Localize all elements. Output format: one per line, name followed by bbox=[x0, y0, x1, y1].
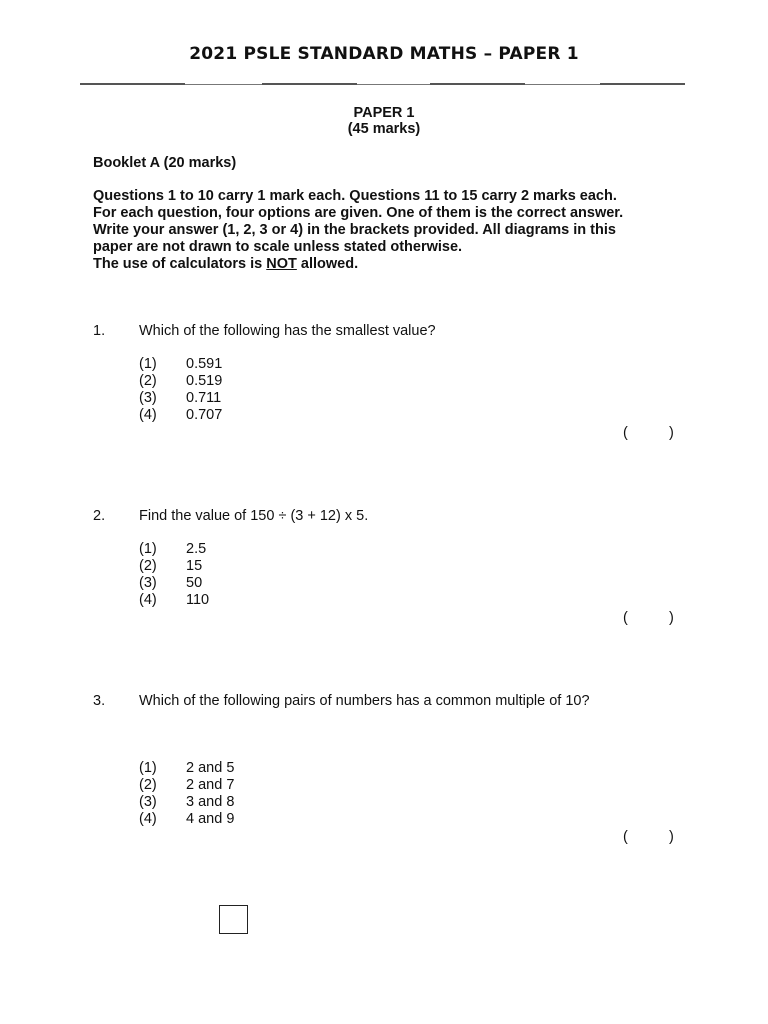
question-number: 1. bbox=[93, 323, 106, 339]
instructions-line: Write your answer (1, 2, 3 or 4) in the brackets provided. All diagrams in this bbox=[93, 222, 616, 238]
option-label: (2) bbox=[139, 777, 157, 793]
question-number: 3. bbox=[93, 693, 106, 709]
option-value: 0.519 bbox=[186, 373, 223, 389]
option-value: 2 and 7 bbox=[186, 777, 235, 793]
instructions-text: The use of calculators is bbox=[93, 256, 267, 272]
instructions-line: paper are not drawn to scale unless stated otherwise. bbox=[93, 239, 463, 255]
answer-bracket-open[interactable]: ( bbox=[623, 829, 628, 845]
option-value: 2 and 5 bbox=[186, 760, 235, 776]
header-divider-segment bbox=[430, 83, 525, 85]
option-label: (1) bbox=[139, 356, 157, 372]
instructions bbox=[93, 188, 693, 273]
booklet-label: Booklet A (20 marks) bbox=[93, 155, 237, 171]
answer-bracket-close[interactable]: ) bbox=[669, 610, 674, 626]
option-label: (2) bbox=[139, 373, 157, 389]
option-label: (4) bbox=[139, 592, 157, 608]
instructions-line: For each question, four options are given. One of them is the correct answer. bbox=[93, 205, 624, 221]
instructions-emphasis: NOT bbox=[266, 256, 297, 272]
option-label: (2) bbox=[139, 558, 157, 574]
header-divider-segment bbox=[262, 83, 357, 85]
option-label: (4) bbox=[139, 407, 157, 423]
question-text: Which of the following has the smallest value? bbox=[139, 323, 436, 339]
option-value: 3 and 8 bbox=[186, 794, 235, 810]
question-text: Which of the following pairs of numbers has a common multiple of 10? bbox=[139, 693, 590, 709]
option-label: (3) bbox=[139, 794, 157, 810]
option-value: 15 bbox=[186, 558, 203, 574]
option-value: 0.707 bbox=[186, 407, 223, 423]
option-label: (3) bbox=[139, 575, 157, 591]
option-label: (4) bbox=[139, 811, 157, 827]
answer-bracket-close[interactable]: ) bbox=[669, 425, 674, 441]
option-value: 4 and 9 bbox=[186, 811, 235, 827]
page-title: 2021 PSLE STANDARD MATHS – PAPER 1 bbox=[189, 44, 579, 64]
option-label: (3) bbox=[139, 390, 157, 406]
question-text: Find the value of 150 ÷ (3 + 12) x 5. bbox=[139, 508, 369, 524]
paper-marks: (45 marks) bbox=[347, 121, 421, 137]
instructions-line: Questions 1 to 10 carry 1 mark each. Questions 11 to 15 carry 2 marks each. bbox=[93, 188, 617, 204]
instructions-line bbox=[93, 256, 693, 273]
option-label: (1) bbox=[139, 541, 157, 557]
header-divider-segment bbox=[80, 83, 185, 85]
option-value: 0.591 bbox=[186, 356, 223, 372]
instructions-text: allowed. bbox=[296, 256, 359, 272]
answer-bracket-open[interactable]: ( bbox=[623, 425, 628, 441]
option-value: 50 bbox=[186, 575, 203, 591]
option-label: (1) bbox=[139, 760, 157, 776]
empty-box bbox=[219, 905, 248, 934]
option-value: 0.711 bbox=[186, 390, 222, 406]
header-divider-segment bbox=[600, 83, 685, 85]
option-value: 110 bbox=[186, 592, 210, 608]
answer-bracket-open[interactable]: ( bbox=[623, 610, 628, 626]
option-value: 2.5 bbox=[186, 541, 207, 557]
question-number: 2. bbox=[93, 508, 106, 524]
paper-title: PAPER 1 bbox=[353, 105, 415, 121]
answer-bracket-close[interactable]: ) bbox=[669, 829, 674, 845]
